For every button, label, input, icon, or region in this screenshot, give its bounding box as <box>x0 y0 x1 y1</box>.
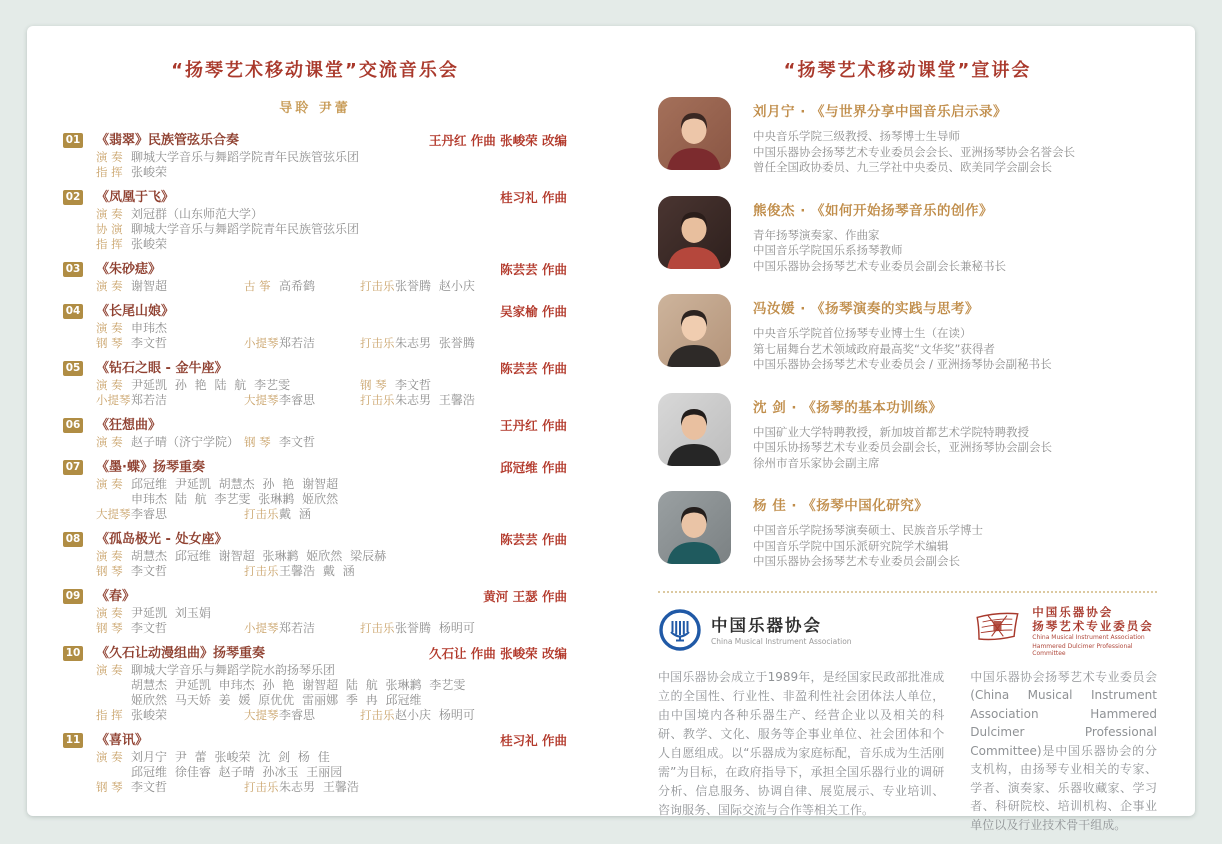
concert-title: “扬琴艺术移动课堂”交流音乐会 <box>171 60 459 81</box>
performer-names: 郑若洁 <box>279 621 316 635</box>
committee-name-en2: Hammered Dulcimer Professional Committee <box>1032 642 1133 658</box>
performer-names: 朱志男 张誉腾 <box>395 336 475 350</box>
program-detail-line <box>96 435 567 450</box>
performer-group <box>360 393 475 408</box>
program-composer-credit: 王丹红 作曲 张峻荣 改编 <box>428 133 567 148</box>
program-detail-line <box>96 393 567 408</box>
performer-names: 李睿思 <box>131 507 168 521</box>
performer-names: 戴 涵 <box>279 507 311 521</box>
program-number-badge: 01 <box>63 133 83 148</box>
role-label: 钢 琴 <box>244 435 271 449</box>
performer-names: 刘冠群（山东师范大学） <box>131 207 264 221</box>
performer-group <box>96 621 167 636</box>
role-label: 大提琴 <box>96 507 131 521</box>
program-number-badge: 05 <box>63 361 83 376</box>
performer-names: 申玮杰 陆 航 李艺雯 张琳鹣 姬欣然 <box>131 492 339 506</box>
performer-group <box>244 564 355 579</box>
program-number-badge: 03 <box>63 262 83 277</box>
program-detail-line <box>96 165 567 180</box>
speaker-photo <box>658 491 731 564</box>
performer-names: 邱冠维 尹延凯 胡慧杰 孙 艳 谢智超 <box>131 477 339 491</box>
speaker-bio-line: 中国乐器协会扬琴艺术专业委员会 / 亚洲扬琴协会副秘书长 <box>753 357 1052 371</box>
performer-names: 邱冠维 徐佳睿 赵子晴 孙冰玉 王丽园 <box>131 765 343 779</box>
role-label: 演 奏 <box>96 606 123 620</box>
performer-names: 李睿思 <box>279 393 316 407</box>
performer-group <box>96 564 167 579</box>
role-label: 小提琴 <box>244 336 279 350</box>
program-piece-title: 《长尾山娘》 <box>96 304 175 319</box>
program-item-head <box>63 361 567 376</box>
performer-group <box>244 708 315 723</box>
program-item-head <box>63 262 567 277</box>
committee-name-line1: 中国乐器协会 <box>1032 605 1114 620</box>
program-number-badge: 11 <box>63 733 83 748</box>
program-detail-line <box>96 336 567 351</box>
program-item <box>63 418 567 450</box>
program-item <box>63 190 567 252</box>
role-label: 演 奏 <box>96 435 123 449</box>
program-booklet <box>27 26 1195 832</box>
performer-group <box>96 693 422 708</box>
program-detail-line <box>96 477 567 492</box>
performer-names: 李文哲 <box>131 780 168 794</box>
role-label: 打击乐 <box>360 279 395 293</box>
speaker-bio-line: 中国音乐学院中国乐派研究院学术编辑 <box>753 538 949 553</box>
speaker-row <box>658 491 1157 570</box>
speaker-bio-line: 中国乐器协会扬琴艺术专业委员会会长、亚洲扬琴协会名誉会长 <box>753 144 1075 159</box>
program-detail-lines <box>96 606 567 636</box>
cmia-block <box>658 607 944 835</box>
role-label: 协 演 <box>96 222 123 236</box>
committee-logo-text <box>1032 605 1157 658</box>
program-detail-line <box>96 150 567 165</box>
performer-group <box>96 606 211 621</box>
program-piece-title: 《朱砂痣》 <box>96 262 162 277</box>
speaker-bio-line: 曾任全国政协委员、九三学社中央委员、欧美同学会副会长 <box>753 160 1052 174</box>
cmia-logo-icon <box>658 608 702 656</box>
role-label: 大提琴 <box>244 708 279 722</box>
association-footer <box>658 607 1157 835</box>
program-number-badge: 04 <box>63 304 83 319</box>
program-detail-line <box>96 780 567 795</box>
program-item <box>63 532 567 579</box>
speaker-name-topic: 冯汝媛 · 《扬琴演奏的实践与思考》 <box>753 301 980 317</box>
speaker-list <box>658 97 1157 570</box>
role-label: 打击乐 <box>360 336 395 350</box>
performer-group <box>96 321 167 336</box>
speaker-bio-line: 徐州市音乐家协会副主席 <box>753 455 880 470</box>
role-label: 钢 琴 <box>96 780 123 794</box>
lecture-title: “扬琴艺术移动课堂”宣讲会 <box>783 60 1032 81</box>
role-label: 小提琴 <box>96 393 131 407</box>
performer-group <box>360 279 475 294</box>
role-label: 古 筝 <box>244 279 271 293</box>
performer-group <box>96 477 338 492</box>
program-item <box>63 733 567 795</box>
program-item-head <box>63 733 567 748</box>
program-detail-line <box>96 765 567 780</box>
program-detail-line <box>96 708 567 723</box>
program-item-head <box>63 460 567 475</box>
program-composer-credit: 桂习礼 作曲 <box>500 733 567 748</box>
speaker-photo <box>658 196 731 269</box>
program-detail-line <box>96 207 567 222</box>
speaker-name-topic: 刘月宁 · 《与世界分享中国音乐启示录》 <box>753 104 1008 120</box>
program-item <box>63 304 567 351</box>
role-label: 小提琴 <box>244 621 279 635</box>
performer-names: 赵小庆 杨明可 <box>395 708 475 722</box>
program-detail-lines <box>96 663 567 723</box>
performer-names: 张峻荣 <box>131 708 168 722</box>
role-label: 钢 琴 <box>96 564 123 578</box>
speaker-bio-line: 中国乐器协会扬琴艺术专业委员会副会长兼秘书长 <box>753 258 1006 273</box>
speaker-bio-line: 中国矿业大学特聘教授，新加坡首都艺术学院特聘教授 <box>753 424 1029 439</box>
performer-names: 郑若洁 <box>279 336 316 350</box>
performer-names: 姬欣然 马天娇 姜 媛 原优优 雷丽娜 季 冉 邱冠维 <box>131 693 422 707</box>
cmia-logo-row <box>658 607 944 657</box>
program-composer-credit: 久石让 作曲 张峻荣 改编 <box>428 646 567 661</box>
performer-group <box>96 663 335 678</box>
performer-names: 尹延凯 孙 艳 陆 航 李艺雯 <box>131 378 291 392</box>
speaker-bio-line: 中央音乐学院首位扬琴专业博士生（在读） <box>753 326 972 340</box>
cmia-name-en: China Musical Instrument Association <box>711 637 852 646</box>
program-detail-line <box>96 222 567 237</box>
program-detail-line <box>96 237 567 252</box>
program-detail-lines <box>96 477 567 522</box>
speaker-bio-line: 中国乐协扬琴艺术专业委员会副会长，亚洲扬琴协会副会长 <box>753 440 1052 454</box>
performer-names: 张誉腾 杨明可 <box>395 621 475 635</box>
program-composer-credit: 陈芸芸 作曲 <box>500 532 567 547</box>
program-item-head <box>63 133 567 148</box>
program-piece-title: 《翡翠》民族管弦乐合奏 <box>96 133 240 148</box>
speaker-name-topic: 杨 佳 · 《扬琴中国化研究》 <box>753 498 929 514</box>
performer-group <box>360 621 475 636</box>
performer-group <box>96 765 342 780</box>
role-label: 演 奏 <box>96 549 123 563</box>
cmia-logo-text <box>711 617 852 646</box>
performer-group <box>360 336 475 351</box>
program-piece-title: 《狂想曲》 <box>96 418 162 433</box>
performer-names: 王馨浩 戴 涵 <box>279 564 355 578</box>
program-number-badge: 10 <box>63 646 83 661</box>
lecture-page <box>611 26 1195 832</box>
speaker-text <box>753 294 1052 373</box>
committee-logo-row <box>970 607 1157 657</box>
program-detail-line <box>96 378 567 393</box>
program-piece-title: 《墨·蝶》扬琴重奏 <box>96 460 205 475</box>
performer-names: 刘月宁 尹 蕾 张峻荣 沈 剑 杨 佳 <box>131 750 330 764</box>
program-number-badge: 09 <box>63 589 83 604</box>
program-item-head <box>63 589 567 604</box>
program-piece-title: 《久石让动漫组曲》扬琴重奏 <box>96 646 266 661</box>
program-detail-line <box>96 564 567 579</box>
speaker-bio-line: 中国乐器协会扬琴艺术专业委员会副会长 <box>753 554 960 568</box>
performer-names: 申玮杰 <box>131 321 168 335</box>
performer-names: 李睿思 <box>279 708 316 722</box>
role-label: 打击乐 <box>360 393 395 407</box>
role-label: 演 奏 <box>96 279 123 293</box>
program-number-badge: 02 <box>63 190 83 205</box>
program-composer-credit: 吴家榆 作曲 <box>500 304 567 319</box>
performer-group <box>96 549 386 564</box>
program-list <box>63 133 567 795</box>
program-detail-lines <box>96 378 567 408</box>
program-composer-credit: 黄河 王瑟 作曲 <box>483 589 567 604</box>
performer-group <box>244 780 359 795</box>
program-detail-lines <box>96 435 567 450</box>
speaker-bio-line: 中国音乐学院扬琴演奏硕士、民族音乐学博士 <box>753 523 983 537</box>
program-detail-lines <box>96 321 567 351</box>
program-piece-title: 《凤凰于飞》 <box>96 190 175 205</box>
performer-group <box>244 621 315 636</box>
role-label: 钢 琴 <box>360 378 387 392</box>
program-item-head <box>63 190 567 205</box>
performer-group <box>96 435 239 450</box>
performer-names: 谢智超 <box>131 279 168 293</box>
performer-names: 尹延凯 刘玉娟 <box>131 606 211 620</box>
performer-group <box>360 708 475 723</box>
performer-names: 聊城大学音乐与舞蹈学院水韵扬琴乐团 <box>131 663 336 677</box>
program-item <box>63 460 567 522</box>
program-item-head <box>63 304 567 319</box>
role-label: 钢 琴 <box>96 621 123 635</box>
role-label: 演 奏 <box>96 663 123 677</box>
speaker-name-topic: 熊俊杰 · 《如何开始扬琴音乐的创作》 <box>753 202 994 219</box>
committee-name-en1: China Musical Instrument Association <box>1032 634 1145 642</box>
performer-names: 李文哲 <box>279 435 316 449</box>
performer-names: 郑若洁 <box>131 393 168 407</box>
program-item-head <box>63 418 567 433</box>
role-label: 演 奏 <box>96 750 123 764</box>
role-label: 演 奏 <box>96 378 123 392</box>
program-item <box>63 589 567 636</box>
program-item <box>63 646 567 723</box>
committee-logo-icon <box>970 609 1024 655</box>
performer-names: 聊城大学音乐与舞蹈学院青年民族管弦乐团 <box>131 222 360 236</box>
performer-group <box>244 393 315 408</box>
performer-group <box>360 378 431 393</box>
performer-group <box>96 492 338 507</box>
program-detail-line <box>96 507 567 522</box>
role-label: 演 奏 <box>96 477 123 491</box>
program-detail-line <box>96 750 567 765</box>
performer-names: 胡慧杰 邱冠维 谢智超 张琳鹣 姬欣然 梁辰赫 <box>131 549 387 563</box>
program-composer-credit: 陈芸芸 作曲 <box>500 361 567 376</box>
role-label: 打击乐 <box>244 507 279 521</box>
program-piece-title: 《春》 <box>96 589 136 604</box>
performer-names: 张峻荣 <box>131 237 168 251</box>
speaker-text <box>753 196 1006 275</box>
performer-group <box>96 507 167 522</box>
program-item <box>63 262 567 294</box>
speaker-bio-line: 第七届舞台艺术领域政府最高奖“文华奖”获得者 <box>753 341 995 356</box>
role-label: 演 奏 <box>96 321 123 335</box>
speaker-row <box>658 393 1157 472</box>
performer-names: 李文哲 <box>131 336 168 350</box>
program-detail-line <box>96 321 567 336</box>
program-detail-lines <box>96 750 567 795</box>
performer-group <box>96 780 167 795</box>
program-detail-line <box>96 492 567 507</box>
committee-name-line2: 扬琴艺术专业委员会 <box>1032 619 1154 634</box>
speaker-name-topic: 沈 剑 · 《扬琴的基本功训练》 <box>753 399 943 416</box>
performer-names: 朱志男 王馨浩 <box>395 393 475 407</box>
program-composer-credit: 王丹红 作曲 <box>500 418 567 433</box>
speaker-bio-line: 中央音乐学院三级教授、扬琴博士生导师 <box>753 129 960 143</box>
role-label: 打击乐 <box>360 621 395 635</box>
performer-group <box>96 279 167 294</box>
footer-divider <box>658 591 1157 593</box>
performer-group <box>96 750 330 765</box>
performer-group <box>96 393 167 408</box>
program-piece-title: 《喜讯》 <box>96 733 149 748</box>
cmia-name: 中国乐器协会 <box>711 616 822 635</box>
program-item <box>63 361 567 408</box>
program-composer-credit: 桂习礼 作曲 <box>500 190 567 205</box>
program-detail-lines <box>96 549 567 579</box>
speaker-row <box>658 294 1157 373</box>
performer-group <box>244 336 315 351</box>
speaker-text <box>753 97 1075 176</box>
role-label: 演 奏 <box>96 150 123 164</box>
program-number-badge: 06 <box>63 418 83 433</box>
program-detail-line <box>96 693 567 708</box>
performer-group <box>96 336 167 351</box>
role-label: 打击乐 <box>244 564 279 578</box>
cmia-about-text: 中国乐器协会成立于1989年，是经国家民政部批准成立的全国性、行业性、非盈利性社会团体法人单位，由中国境内各种乐器生产、经营企业以及相关的科研、教学、文化、服务等企事业单位、社会团体和个人自愿组成。以“乐器成为家庭标配，音乐成为生活刚需”为目标，在政府指导下，承担全国乐器行业的调研分析、信息服务、协调自律、展览展示、专业培训、咨询服务、国际交流与合作等相关工作。 <box>658 669 945 817</box>
performer-names: 高希鹤 <box>279 279 316 293</box>
committee-block <box>970 607 1157 835</box>
program-detail-line <box>96 621 567 636</box>
role-label: 指 挥 <box>96 708 123 722</box>
program-item-head <box>63 532 567 547</box>
speaker-photo <box>658 294 731 367</box>
performer-names: 张峻荣 <box>131 165 168 179</box>
role-label: 打击乐 <box>360 708 395 722</box>
program-detail-line <box>96 549 567 564</box>
role-label: 钢 琴 <box>96 336 123 350</box>
program-number-badge: 07 <box>63 460 83 475</box>
performer-names: 李文哲 <box>395 378 432 392</box>
performer-group <box>96 222 359 237</box>
performer-group <box>96 237 167 252</box>
role-label: 大提琴 <box>244 393 279 407</box>
program-item-head <box>63 646 567 661</box>
performer-group <box>96 165 167 180</box>
speaker-bio-line: 中国音乐学院国乐系扬琴教师 <box>753 243 903 257</box>
program-number-badge: 08 <box>63 532 83 547</box>
performer-names: 胡慧杰 尹延凯 申玮杰 孙 艳 谢智超 陆 航 张琳鹣 李艺雯 <box>131 678 466 692</box>
committee-about-text: 中国乐器协会扬琴艺术专业委员会 (China Musical Instrument Association Hammered Dulcimer Professional Committee)是中国乐器协会的分支机构，由扬琴专业相关的专家、学者、演奏家、乐器收藏家、学习者、科研院校、培训机构、企事业单位以及行业技术骨干组成。 <box>970 669 1157 832</box>
role-label: 打击乐 <box>244 780 279 794</box>
program-detail-line <box>96 279 567 294</box>
program-piece-title: 《孤岛极光 - 处女座》 <box>96 532 228 547</box>
speaker-bio-line: 青年扬琴演奏家、作曲家 <box>753 227 880 242</box>
speaker-photo <box>658 393 731 466</box>
program-detail-lines <box>96 279 567 294</box>
concert-program-page <box>27 26 611 816</box>
performer-group <box>96 678 465 693</box>
performer-group <box>96 150 359 165</box>
performer-names: 聊城大学音乐与舞蹈学院青年民族管弦乐团 <box>131 150 360 164</box>
performer-group <box>244 507 311 522</box>
performer-group <box>96 708 167 723</box>
performer-names: 李文哲 <box>131 621 168 635</box>
program-item <box>63 133 567 180</box>
speaker-text <box>753 491 983 570</box>
program-piece-title: 《钻石之眼 - 金牛座》 <box>96 361 228 376</box>
role-label: 指 挥 <box>96 165 123 179</box>
program-detail-lines <box>96 150 567 180</box>
program-composer-credit: 邱冠维 作曲 <box>500 460 567 475</box>
performer-group <box>244 279 315 294</box>
program-composer-credit: 陈芸芸 作曲 <box>500 262 567 277</box>
performer-group <box>96 378 290 393</box>
program-detail-line <box>96 606 567 621</box>
performer-names: 张誉腾 赵小庆 <box>395 279 475 293</box>
speaker-row <box>658 196 1157 275</box>
performer-group <box>96 207 263 222</box>
program-detail-line <box>96 663 567 678</box>
program-detail-lines <box>96 207 567 252</box>
role-label: 演 奏 <box>96 207 123 221</box>
speaker-photo <box>658 97 731 170</box>
program-detail-line <box>96 678 567 693</box>
speaker-text <box>753 393 1052 472</box>
conductor-line: 导聆 尹蕾 <box>279 101 351 116</box>
performer-names: 朱志男 王馨浩 <box>279 780 359 794</box>
speaker-row <box>658 97 1157 176</box>
performer-names: 赵子晴（济宁学院） <box>131 435 240 449</box>
performer-group <box>244 435 315 450</box>
role-label: 指 挥 <box>96 237 123 251</box>
performer-names: 李文哲 <box>131 564 168 578</box>
